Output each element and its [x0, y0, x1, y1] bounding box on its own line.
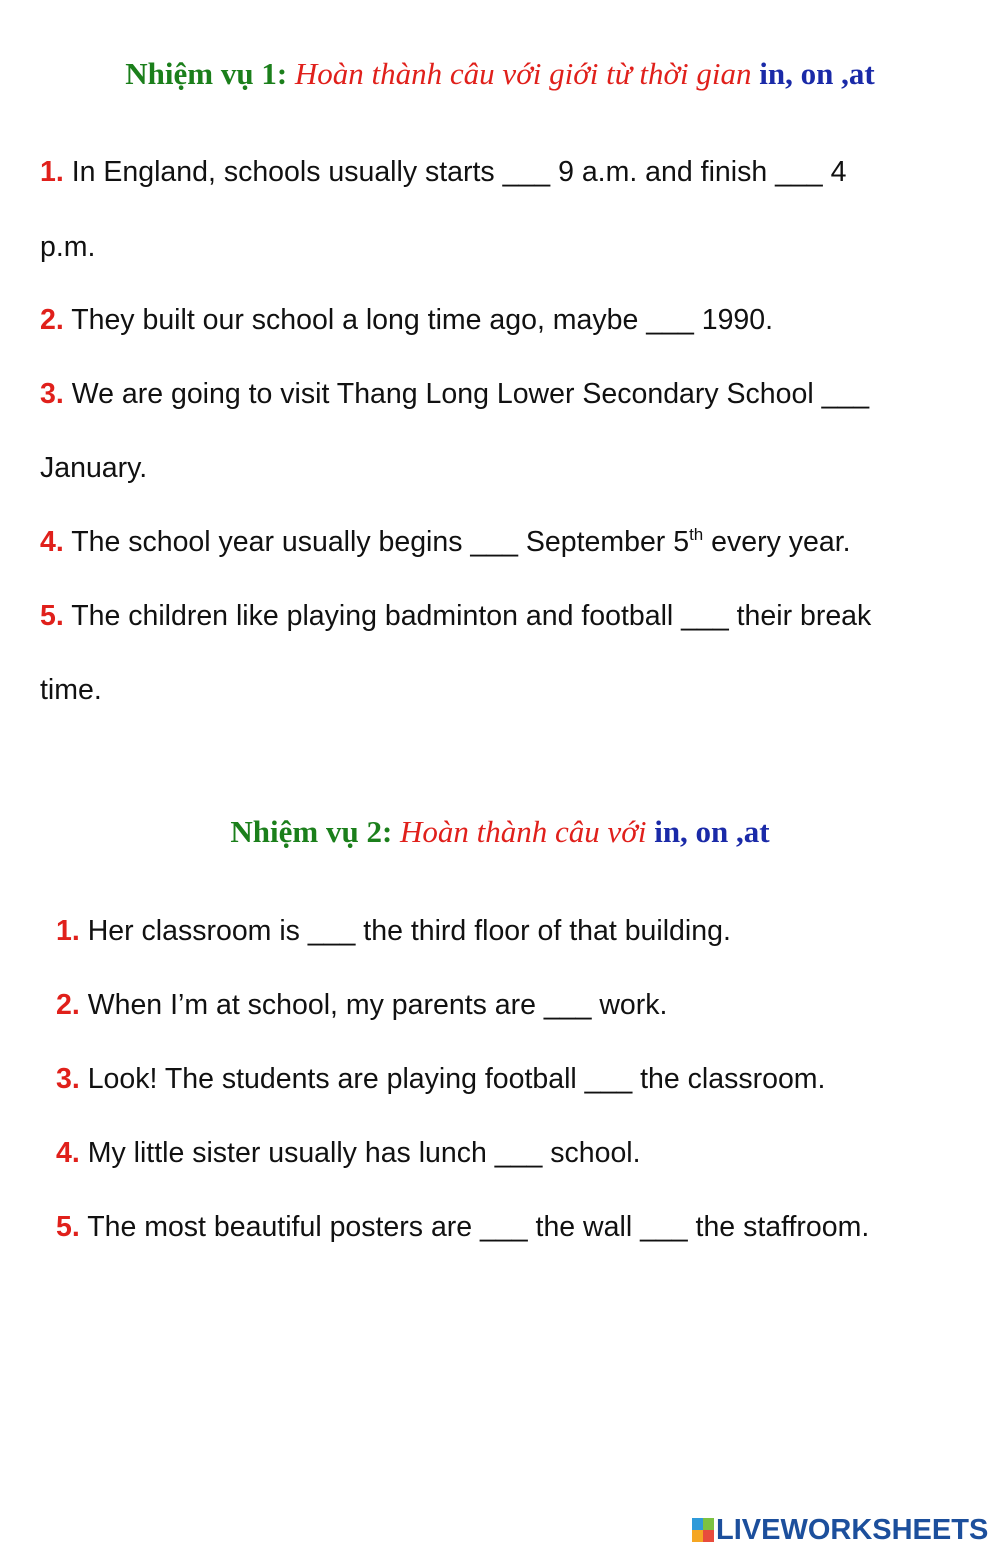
task1-question-5	[40, 596, 871, 636]
brand-name: LIVEWORKSHEETS	[716, 1513, 989, 1546]
question-number: 3.	[56, 1063, 80, 1095]
question-number: 2.	[40, 304, 64, 336]
task2-question-1	[56, 911, 731, 951]
task1-question-3-continued	[40, 448, 147, 488]
question-text: My little sister usually has lunch ___ school.	[87, 1137, 641, 1169]
task1-label: Nhiệm vụ 1:	[125, 56, 288, 91]
question-text: The school year usually begins ___ September 5	[71, 526, 690, 558]
task1-question-4	[40, 522, 851, 562]
question-text: The most beautiful posters are ___ the wall ___ the staffroom.	[87, 1211, 870, 1243]
question-number: 5.	[40, 600, 64, 632]
question-text: The children like playing badminton and football ___ their break	[71, 600, 872, 632]
task2-instruction: Hoàn thành câu với	[400, 814, 647, 849]
superscript-th: th	[689, 525, 704, 544]
task1-question-2	[40, 300, 773, 340]
task2-question-5	[56, 1207, 869, 1247]
question-text: In England, schools usually starts ___ 9 a.m. and finish ___ 4	[71, 156, 847, 188]
question-number: 4.	[56, 1137, 80, 1169]
task2-question-3	[56, 1059, 825, 1099]
task2-question-4	[56, 1133, 641, 1173]
question-number: 3.	[40, 378, 64, 410]
liveworksheets-logo-icon	[692, 1518, 714, 1542]
question-text-continued: January.	[40, 452, 148, 484]
task2-question-2	[56, 985, 667, 1025]
question-text: Her classroom is ___ the third floor of that building.	[87, 915, 731, 947]
question-text: They built our school a long time ago, maybe ___ 1990.	[71, 304, 774, 336]
liveworksheets-brand[interactable]	[692, 1513, 988, 1547]
question-number: 4.	[40, 526, 64, 558]
question-text-continued: p.m.	[40, 231, 96, 263]
question-text: When I’m at school, my parents are ___ work.	[87, 989, 668, 1021]
task1-question-1-continued	[40, 227, 95, 267]
task1-heading	[0, 54, 1000, 94]
task1-question-3	[40, 374, 869, 414]
question-number: 1.	[40, 156, 64, 188]
task2-heading	[0, 812, 1000, 852]
question-number: 1.	[56, 915, 80, 947]
question-number: 2.	[56, 989, 80, 1021]
task1-question-1	[40, 152, 846, 192]
task1-prepositions: in, on ,at	[759, 56, 875, 91]
question-number: 5.	[56, 1211, 80, 1243]
question-text-end: every year.	[703, 526, 851, 558]
question-text-continued: time.	[40, 674, 102, 706]
task2-prepositions: in, on ,at	[654, 814, 770, 849]
question-text: Look! The students are playing football ___ the classroom.	[87, 1063, 826, 1095]
task1-instruction: Hoàn thành câu với giới từ thời gian	[294, 56, 752, 91]
task1-question-5-continued	[40, 670, 102, 710]
question-text: We are going to visit Thang Long Lower Secondary School ___	[71, 378, 870, 410]
task2-label: Nhiệm vụ 2:	[230, 814, 393, 849]
